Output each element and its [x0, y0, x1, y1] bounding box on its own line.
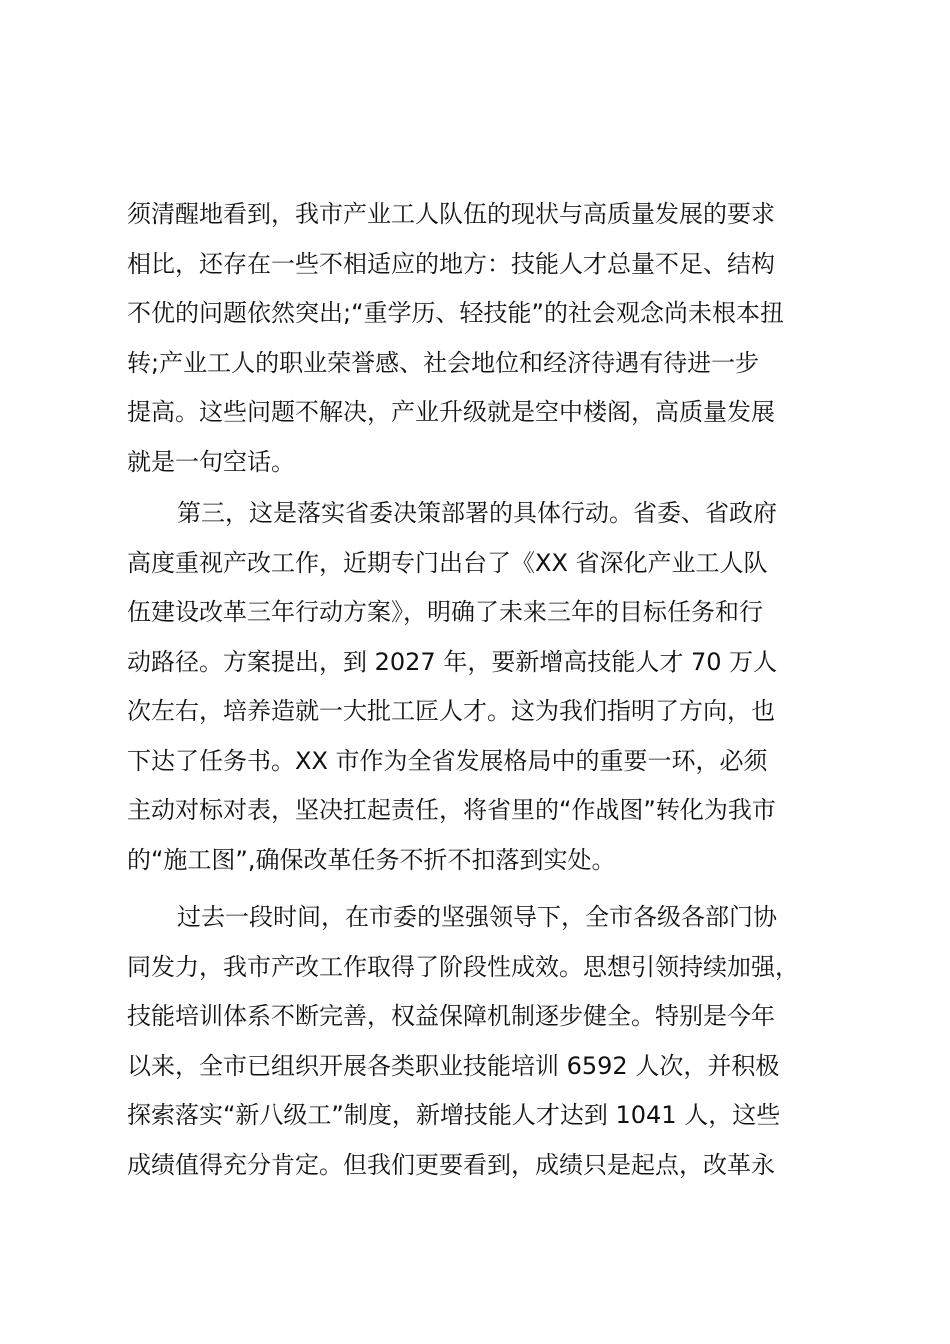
paragraph-third-point: [127, 489, 847, 885]
text-line: 过去一段时间，在市委的坚强领导下，全市各级各部门协: [177, 903, 777, 931]
text-line: 就是一句空话。: [127, 447, 295, 476]
text-line: 同发力，我市产改工作取得了阶段性成效。思想引领持续加强，: [127, 952, 799, 981]
text-line: 次左右，培养造就一大批工匠人才。这为我们指明了方向，也: [127, 697, 775, 725]
text-line: 转;产业工人的职业荣誉感、社会地位和经济待遇有待进一步: [127, 348, 760, 377]
paragraph-achievements: [127, 893, 847, 1190]
text-line: 动路径。方案提出，到 2027 年，要新增高技能人才 70 万人: [127, 647, 778, 676]
text-line: 伍建设改革三年行动方案》，明确了未来三年的目标任务和行: [127, 598, 763, 626]
text-line: 以来，全市已组织开展各类职业技能培训 6592 人次，并积极: [127, 1051, 780, 1080]
text-line: 主动对标对表，坚决扛起责任，将省里的“作战图”转化为我市: [127, 796, 776, 824]
text-line: 探索落实“新八级工”制度，新增技能人才达到 1041 人，这些: [127, 1101, 781, 1129]
text-line: 提高。这些问题不解决，产业升级就是空中楼阁，高质量发展: [127, 398, 775, 426]
text-line: 下达了任务书。XX 市作为全省发展格局中的重要一环，必须: [127, 746, 768, 775]
text-line: 不优的问题依然突出;“重学历、轻技能”的社会观念尚未根本扭: [127, 299, 784, 327]
text-line: 高度重视产改工作，近期专门出台了《XX 省深化产业工人队: [127, 548, 768, 577]
document-body: [127, 190, 847, 1190]
text-line: 第三，这是落实省委决策部署的具体行动。省委、省政府: [177, 499, 777, 527]
text-line: 须清醒地看到，我市产业工人队伍的现状与高质量发展的要求: [127, 200, 775, 228]
text-line: 技能培训体系不断完善，权益保障机制逐步健全。特别是今年: [127, 1002, 775, 1030]
text-line: 相比，还存在一些不相适应的地方：技能人才总量不足、结构: [127, 249, 775, 278]
paragraph-continuation: [127, 190, 847, 487]
text-line: 的“施工图”,确保改革任务不折不扣落到实处。: [127, 845, 616, 874]
text-line: 成绩值得充分肯定。但我们更要看到，成绩只是起点，改革永: [127, 1150, 775, 1179]
